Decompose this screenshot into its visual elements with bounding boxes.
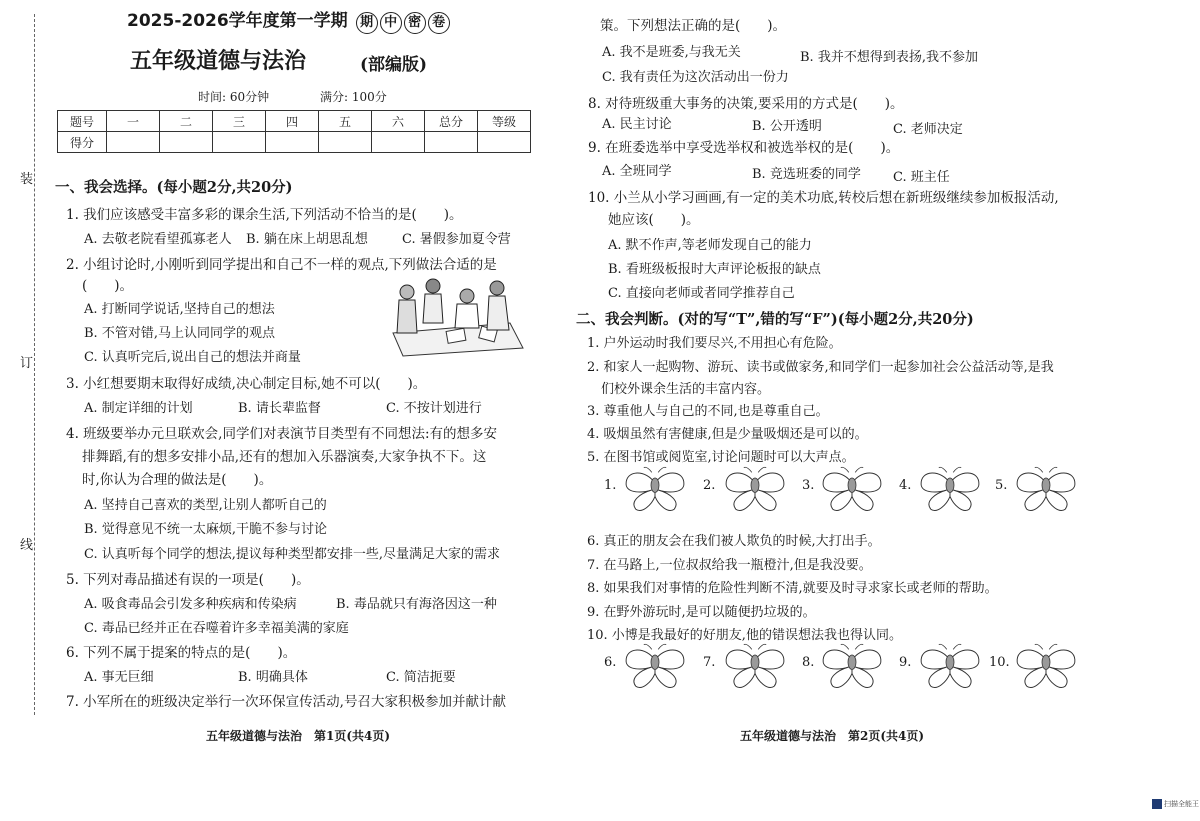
option-b: B. 我并不想得到表扬,我不参加	[800, 50, 978, 65]
score-cell: 五	[319, 111, 372, 132]
option-c: C. 老师决定	[893, 122, 963, 137]
option-a: A. 全班同学	[602, 164, 672, 179]
score-blank-cell[interactable]	[372, 132, 425, 153]
score-cell: 等级	[478, 111, 531, 132]
stamp-char: 密	[404, 12, 426, 34]
judgment-item-cont: 们校外课余生活的丰富内容。	[601, 382, 771, 397]
year-title: 2025-2026学年度第一学期	[127, 11, 348, 31]
butterfly-answer-box[interactable]	[715, 466, 795, 514]
option-a: A. 吸食毒品会引发多种疾病和传染病	[84, 597, 297, 612]
option-b: B. 明确具体	[238, 670, 308, 685]
score-blank-cell[interactable]	[213, 132, 266, 153]
section2-title: 二、我会判断。(对的写“T”,错的写“F”)(每小题2分,共20分)	[576, 311, 974, 328]
score-blank-cell[interactable]	[107, 132, 160, 153]
subject-title: 五年级道德与法治	[130, 49, 307, 74]
option-b: B. 躺在床上胡思乱想	[246, 232, 368, 247]
option-a: A. 民主讨论	[602, 117, 672, 132]
question-7: 7. 小军所在的班级决定举行一次环保宣传活动,号召大家积极参加并献计献	[66, 694, 506, 710]
butterfly-number: 6.	[604, 655, 617, 670]
question-4: 4. 班级要举办元旦联欢会,同学们对表演节目类型有不同想法:有的想多安	[66, 426, 498, 442]
judgment-item: 10. 小博是我最好的好朋友,他的错误想法我也得认同。	[587, 628, 902, 643]
butterfly-answer-box[interactable]	[812, 466, 892, 514]
score-cell: 题号	[58, 111, 107, 132]
question-4-cont: 排舞蹈,有的想多安排小品,还有的想加入乐器演奏,大家争执不下。这	[82, 449, 487, 465]
option-a: A. 打断同学说话,坚持自己的想法	[84, 302, 275, 317]
option-a: A. 去敬老院看望孤寡老人	[84, 232, 232, 247]
option-a: A. 制定详细的计划	[84, 401, 193, 416]
option-c: C. 不按计划进行	[386, 401, 482, 416]
judgment-item: 6. 真正的朋友会在我们被人欺负的时候,大打出手。	[587, 534, 881, 549]
score-blank-cell[interactable]	[425, 132, 478, 153]
score-cell: 六	[372, 111, 425, 132]
option-a: A. 事无巨细	[84, 670, 154, 685]
option-c: C. 直接向老师或者同学推荐自己	[608, 286, 795, 301]
judgment-item: 4. 吸烟虽然有害健康,但是少量吸烟还是可以的。	[587, 427, 868, 442]
option-c: C. 认真听完后,说出自己的想法并商量	[84, 350, 301, 365]
judgment-item: 3. 尊重他人与自己的不同,也是尊重自己。	[587, 404, 829, 419]
exam-header	[127, 6, 450, 34]
option-b: B. 请长辈监督	[238, 401, 321, 416]
binding-char-zhuang: 装	[20, 172, 34, 187]
question-1: 1. 我们应该感受丰富多彩的课余生活,下列活动不恰当的是( )。	[66, 207, 463, 223]
score-cell: 总分	[425, 111, 478, 132]
score-cell: 四	[266, 111, 319, 132]
binding-margin	[12, 0, 42, 715]
binding-char-xian: 线	[20, 538, 34, 553]
question-9: 9. 在班委选举中享受选举权和被选举权的是( )。	[588, 140, 900, 156]
stamp-char: 中	[380, 12, 402, 34]
butterfly-answer-box[interactable]	[910, 466, 990, 514]
question-5: 5. 下列对毒品描述有误的一项是( )。	[66, 572, 310, 588]
option-a: A. 我不是班委,与我无关	[602, 45, 741, 60]
butterfly-number: 8.	[802, 655, 815, 670]
question-10: 10. 小兰从小学习画画,有一定的美术功底,转校后想在新班级继续参加板报活动,	[588, 190, 1059, 206]
scanner-watermark	[1152, 799, 1199, 809]
stamp-char: 卷	[428, 12, 450, 34]
butterfly-number: 3.	[802, 478, 815, 493]
butterfly-answer-box[interactable]	[910, 643, 990, 691]
time-label: 时间: 60分钟	[198, 90, 270, 104]
butterfly-answer-box[interactable]	[812, 643, 892, 691]
scanner-logo-icon	[1152, 799, 1162, 809]
butterfly-number: 9.	[899, 655, 912, 670]
option-b: B. 看班级板报时大声评论板报的缺点	[608, 262, 821, 277]
option-c: C. 班主任	[893, 170, 950, 185]
question-3: 3. 小红想要期末取得好成绩,决心制定目标,她不可以( )。	[66, 376, 427, 392]
question-4-cont: 时,你认为合理的做法是( )。	[82, 472, 273, 488]
option-b: B. 不管对错,马上认同同学的观点	[84, 326, 275, 341]
stamp-char: 期	[356, 12, 378, 34]
full-score-label: 满分: 100分	[320, 90, 387, 104]
judgment-item: 5. 在图书馆或阅览室,讨论问题时可以大声点。	[587, 450, 855, 465]
option-b: B. 觉得意见不统一太麻烦,干脆不参与讨论	[84, 522, 327, 537]
section1-title: 一、我会选择。(每小题2分,共20分)	[55, 179, 293, 196]
butterfly-answer-box[interactable]	[715, 643, 795, 691]
score-cell: 得分	[58, 132, 107, 153]
judgment-item: 1. 户外运动时我们要尽兴,不用担心有危险。	[587, 336, 842, 351]
butterfly-answer-box[interactable]	[1006, 643, 1086, 691]
option-c: C. 我有责任为这次活动出一份力	[602, 70, 789, 85]
butterfly-answer-box[interactable]	[1006, 466, 1086, 514]
option-b: B. 公开透明	[752, 119, 822, 134]
butterfly-number: 4.	[899, 478, 912, 493]
scanner-watermark-text: 扫描全能王	[1164, 800, 1199, 808]
question-6: 6. 下列不属于提案的特点的是( )。	[66, 645, 297, 661]
butterfly-number: 5.	[995, 478, 1008, 493]
students-discussion-illustration	[385, 278, 525, 358]
judgment-item: 2. 和家人一起购物、游玩、读书或做家务,和同学们一起参加社会公益活动等,是我	[587, 360, 1054, 375]
butterfly-number: 7.	[703, 655, 716, 670]
footer-page-1: 五年级道德与法治 第1页(共4页)	[206, 729, 391, 743]
score-blank-cell[interactable]	[160, 132, 213, 153]
judgment-item: 9. 在野外游玩时,是可以随便扔垃圾的。	[587, 605, 816, 620]
edition-label: (部编版)	[360, 55, 428, 75]
option-c: C. 认真听每个同学的想法,提议每种类型都安排一些,尽量满足大家的需求	[84, 547, 501, 562]
question-2-cont: ( )。	[82, 278, 134, 294]
score-blank-cell[interactable]	[319, 132, 372, 153]
question-8: 8. 对待班级重大事务的决策,要采用的方式是( )。	[588, 96, 904, 112]
butterfly-answer-box[interactable]	[615, 466, 695, 514]
butterfly-number: 2.	[703, 478, 716, 493]
butterfly-answer-box[interactable]	[615, 643, 695, 691]
option-a: A. 坚持自己喜欢的类型,让别人都听自己的	[84, 498, 327, 513]
option-b: B. 竞选班委的同学	[752, 167, 861, 182]
score-table-score-row	[58, 132, 531, 153]
question-10-cont: 她应该( )。	[608, 212, 700, 228]
question-7-cont: 策。下列想法正确的是( )。	[600, 18, 787, 34]
butterfly-number: 1.	[604, 478, 617, 493]
question-2: 2. 小组讨论时,小刚听到同学提出和自己不一样的观点,下列做法合适的是	[66, 257, 497, 273]
judgment-item: 8. 如果我们对事情的危险性判断不清,就要及时寻求家长或老师的帮助。	[587, 581, 998, 596]
score-cell: 一	[107, 111, 160, 132]
footer-page-2: 五年级道德与法治 第2页(共4页)	[740, 729, 925, 743]
option-c: C. 简洁扼要	[386, 670, 456, 685]
score-cell: 三	[213, 111, 266, 132]
binding-dashed-line	[34, 14, 35, 715]
score-blank-cell[interactable]	[266, 132, 319, 153]
option-c: C. 毒品已经并正在吞噬着许多幸福美满的家庭	[84, 621, 349, 636]
binding-char-ding: 订	[20, 356, 34, 371]
judgment-item: 7. 在马路上,一位叔叔给我一瓶橙汁,但是我没要。	[587, 558, 872, 573]
score-cell: 二	[160, 111, 213, 132]
butterfly-number: 10.	[989, 655, 1010, 670]
option-c: C. 暑假参加夏令营	[402, 232, 511, 247]
option-b: B. 毒品就只有海洛因这一种	[336, 597, 497, 612]
score-table	[57, 110, 531, 153]
option-a: A. 默不作声,等老师发现自己的能力	[608, 238, 812, 253]
score-table-header-row	[58, 111, 531, 132]
score-blank-cell[interactable]	[478, 132, 531, 153]
